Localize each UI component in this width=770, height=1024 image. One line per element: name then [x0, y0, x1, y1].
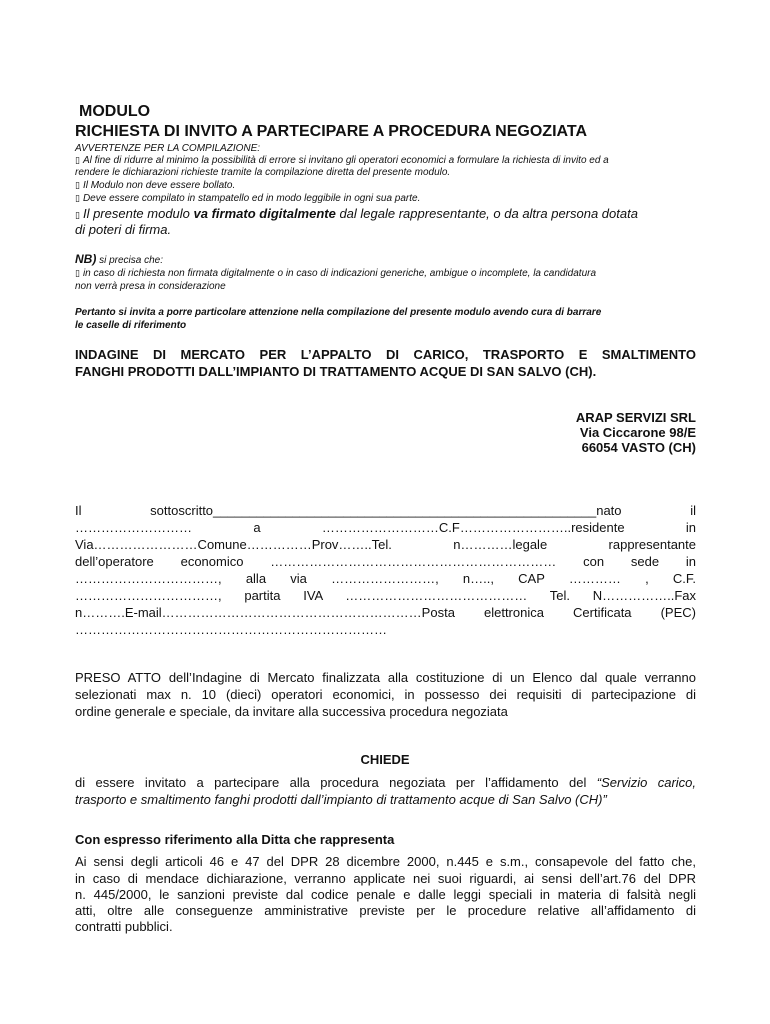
chiede-title: CHIEDE — [360, 752, 410, 767]
indagine-title: FANGHI PRODOTTI DALL’IMPIANTO DI TRATTAMENTO ACQUE DI SAN SALVO (CH). — [75, 364, 597, 379]
avvertenze-item — [75, 193, 420, 204]
avvertenze-text: dal legale rappresentante, o da altra persona dotata — [335, 206, 638, 221]
nb-text: si precisa che: — [96, 255, 164, 266]
bullet-icon: ▯ — [75, 155, 80, 165]
bullet-icon: ▯ — [75, 193, 80, 203]
nb-line — [75, 252, 163, 266]
ditta-text: n. 445/2000, le sanzioni previste dal codice penale e dalle leggi speciali in materia di falsità negli — [75, 887, 696, 902]
preso-atto-text: PRESO ATTO dell’Indagine di Mercato finalizzata alla costituzione di un Elenco dal quale verranno — [75, 670, 696, 685]
recipient-street: Via Ciccarone 98/E — [579, 425, 696, 440]
nb-text: in caso di richiesta non firmata digitalmente o in caso di indicazioni generiche, ambigue o incomplete, la candidatura — [82, 268, 597, 279]
nb-text: non verrà presa in considerazione — [75, 281, 226, 292]
ditta-text: Ai sensi degli articoli 46 e 47 del DPR 28 dicembre 2000, n.445 e s.m., consapevole del fatto che, — [75, 854, 696, 869]
pertanto-text: le caselle di riferimento — [75, 320, 187, 331]
ditta-text: atti, oltre alle conseguenze amministrative previste per le procedure relative all’affidamento di — [75, 903, 696, 918]
form-line: ……………………… a ………………………C.F……………………..residente in — [75, 520, 696, 535]
avvertenze-text: Al fine di ridurre al minimo la possibilità di errore si invitano gli operatori economici a formulare la richiesta di invito ed a — [82, 155, 609, 166]
avvertenze-text: Il Modulo non deve essere bollato. — [82, 180, 236, 191]
avvertenze-text: Deve essere compilato in stampatello ed in modo leggibile in ogni sua parte. — [82, 193, 421, 204]
form-line: n……….E-mail……………………………………………………Posta elettronica Certificata (PEC) — [75, 605, 696, 620]
avvertenze-text: Il presente modulo — [82, 206, 194, 221]
form-line: ……………………………, partita IVA …………………………………… Tel. N……………..Fax — [75, 588, 696, 603]
recipient-address — [576, 410, 696, 455]
chiede-text-plain: di essere invitato a partecipare alla procedura negoziata per l’affidamento del — [75, 775, 597, 790]
avvertenze-text: di poteri di firma. — [75, 222, 172, 237]
avvertenze-item — [75, 155, 609, 166]
nb-item — [75, 268, 596, 279]
ditta-heading: Con espresso riferimento alla Ditta che rappresenta — [75, 832, 395, 847]
recipient-name: ARAP SERVIZI SRL — [575, 410, 696, 425]
indagine-title: INDAGINE DI MERCATO PER L’APPALTO DI CARICO, TRASPORTO E SMALTIMENTO — [75, 347, 696, 362]
ditta-text: in caso di mendace dichiarazione, verranno applicate nei suoi riguardi, ai sensi dell’art.76 del DPR — [75, 871, 696, 886]
form-line: ……………………………, alla via ……………………, n….., CAP ………… , C.F. — [75, 571, 696, 586]
recipient-city: 66054 VASTO (CH) — [581, 440, 696, 455]
avvertenze-item — [75, 206, 638, 221]
form-line: ……………………………………………………………… — [75, 622, 387, 637]
form-line: Via……………………Comune……………Prov……..Tel. n…………legale rappresentante — [75, 537, 696, 552]
page-title: RICHIESTA DI INVITO A PARTECIPARE A PROCEDURA NEGOZIATA — [75, 123, 588, 140]
avvertenze-item — [75, 180, 235, 191]
preso-atto-text: ordine generale e speciale, da invitare alla successiva procedura negoziata — [75, 704, 508, 719]
ditta-text: contratti pubblici. — [75, 919, 173, 934]
chiede-text-italic: “Servizio carico, — [596, 775, 696, 790]
chiede-text-italic: trasporto e smaltimento fanghi prodotti dall’impianto di trattamento acque di San Salvo (CH)” — [75, 792, 607, 807]
chiede-text — [75, 775, 696, 790]
form-line: Il sottoscritto_____________________________________________________nato il — [75, 503, 696, 518]
bullet-icon: ▯ — [75, 180, 80, 190]
preso-atto-text: selezionati max n. 10 (dieci) operatori economici, in possesso dei requisiti di partecipazione di — [75, 687, 696, 702]
pertanto-text: Pertanto si invita a porre particolare attenzione nella compilazione del presente modulo avendo cura di barrare — [75, 307, 602, 318]
nb-label: NB) — [75, 252, 97, 266]
form-line: dell’operatore economico ………………………………………………………… con sede in — [75, 554, 696, 569]
avvertenze-emphasis: va firmato digitalmente — [193, 206, 336, 221]
avvertenze-heading: AVVERTENZE PER LA COMPILAZIONE: — [75, 143, 261, 154]
bullet-icon: ▯ — [75, 268, 80, 278]
bullet-icon: ▯ — [75, 210, 80, 220]
avvertenze-text: rendere le dichiarazioni richieste tramite la compilazione diretta del presente modulo. — [75, 167, 451, 178]
modulo-label: MODULO — [79, 103, 151, 120]
